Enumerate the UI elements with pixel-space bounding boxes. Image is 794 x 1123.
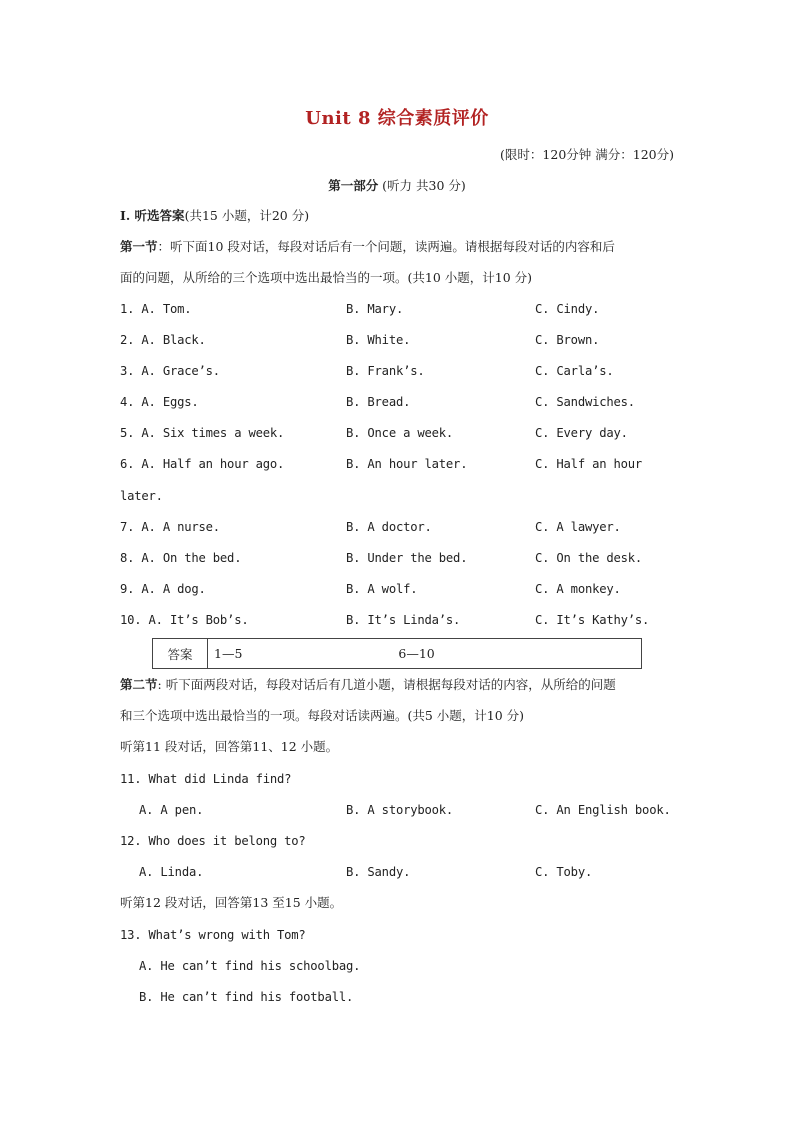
answer-range-1: 1—5 <box>214 646 243 661</box>
q11-option-c: C. An English book. <box>535 803 671 817</box>
answer-table <box>152 638 642 669</box>
answer-label: 答案 <box>153 639 208 669</box>
q3-option-a: 3. A. Grace’s. <box>120 364 220 378</box>
q4-option-a: 4. A. Eggs. <box>120 395 199 409</box>
q9-option-a: 9. A. A dog. <box>120 582 206 596</box>
q10-option-a: 10. A. It’s Bob’s. <box>120 613 249 627</box>
q12-option-b: B. Sandy. <box>346 865 411 879</box>
section2-intro-bold: 第二节 <box>120 677 158 692</box>
q5-option-c: C. Every day. <box>535 426 628 440</box>
answer-table-row <box>153 639 642 669</box>
q13-option-b: B. He can’t find his football. <box>139 990 354 1004</box>
q13-stem: 13. What’s wrong with Tom? <box>120 928 306 942</box>
q2-option-b: B. White. <box>346 333 411 347</box>
part-heading-rest: (听力 共30 分) <box>378 178 466 193</box>
answer-range-2: 6—10 <box>398 646 435 661</box>
dialog12-instruction: 听第12 段对话，回答第13 至15 小题。 <box>120 895 343 910</box>
q6-wrap: later. <box>120 489 163 503</box>
q5-option-a: 5. A. Six times a week. <box>120 426 285 440</box>
q7-option-b: B. A doctor. <box>346 520 432 534</box>
q12-option-a: A. Linda. <box>139 865 204 879</box>
page-title: Unit 8 综合素质评价 <box>305 108 489 129</box>
part-heading-bold: 第一部分 <box>328 178 379 193</box>
q8-option-b: B. Under the bed. <box>346 551 468 565</box>
q6-option-c: C. Half an hour <box>535 457 643 471</box>
section-heading-rest: (共15 小题，计20 分) <box>184 208 310 223</box>
section1-intro-text1: ：听下面10 段对话，每段对话后有一个问题，读两遍。请根据每段对话的内容和后 <box>157 239 615 254</box>
answer-cell[interactable] <box>208 639 642 669</box>
q10-option-b: B. It’s Linda’s. <box>346 613 461 627</box>
time-limit: (限时：120分钟 满分：120分) <box>500 147 674 162</box>
part-heading <box>0 176 794 194</box>
q11-option-b: B. A storybook. <box>346 803 454 817</box>
section2-intro-line2: 和三个选项中选出最恰当的一项。每段对话读两遍。(共5 小题，计10 分) <box>120 708 525 723</box>
q4-option-b: B. Bread. <box>346 395 411 409</box>
section-heading <box>120 207 309 225</box>
q8-option-a: 8. A. On the bed. <box>120 551 242 565</box>
q5-option-b: B. Once a week. <box>346 426 454 440</box>
q7-option-a: 7. A. A nurse. <box>120 520 220 534</box>
q13-option-a: A. He can’t find his schoolbag. <box>139 959 361 973</box>
q9-option-c: C. A monkey. <box>535 582 621 596</box>
q2-option-a: 2. A. Black. <box>120 333 206 347</box>
q1-option-a: 1. A. Tom. <box>120 302 192 316</box>
q11-option-a: A. A pen. <box>139 803 204 817</box>
q2-option-c: C. Brown. <box>535 333 600 347</box>
section-heading-bold: I. 听选答案 <box>120 208 185 223</box>
q6-option-a: 6. A. Half an hour ago. <box>120 457 285 471</box>
q1-option-b: B. Mary. <box>346 302 404 316</box>
section2-intro-line1 <box>120 676 616 694</box>
q6-option-b: B. An hour later. <box>346 457 468 471</box>
section1-intro-line1 <box>120 238 615 256</box>
q9-option-b: B. A wolf. <box>346 582 418 596</box>
q7-option-c: C. A lawyer. <box>535 520 621 534</box>
section1-intro-line2: 面的问题，从所给的三个选项中选出最恰当的一项。(共10 小题，计10 分) <box>120 270 533 285</box>
dialog11-instruction: 听第11 段对话，回答第11、12 小题。 <box>120 739 339 754</box>
q3-option-b: B. Frank’s. <box>346 364 425 378</box>
q11-stem: 11. What did Linda find? <box>120 772 292 786</box>
q12-option-c: C. Toby. <box>535 865 593 879</box>
section2-intro-text1: : 听下面两段对话，每段对话后有几道小题，请根据每段对话的内容，从所给的问题 <box>157 677 616 692</box>
q10-option-c: C. It’s Kathy’s. <box>535 613 650 627</box>
q12-stem: 12. Who does it belong to? <box>120 834 306 848</box>
q1-option-c: C. Cindy. <box>535 302 600 316</box>
section1-intro-bold: 第一节 <box>120 239 158 254</box>
q3-option-c: C. Carla’s. <box>535 364 614 378</box>
q8-option-c: C. On the desk. <box>535 551 643 565</box>
q4-option-c: C. Sandwiches. <box>535 395 635 409</box>
